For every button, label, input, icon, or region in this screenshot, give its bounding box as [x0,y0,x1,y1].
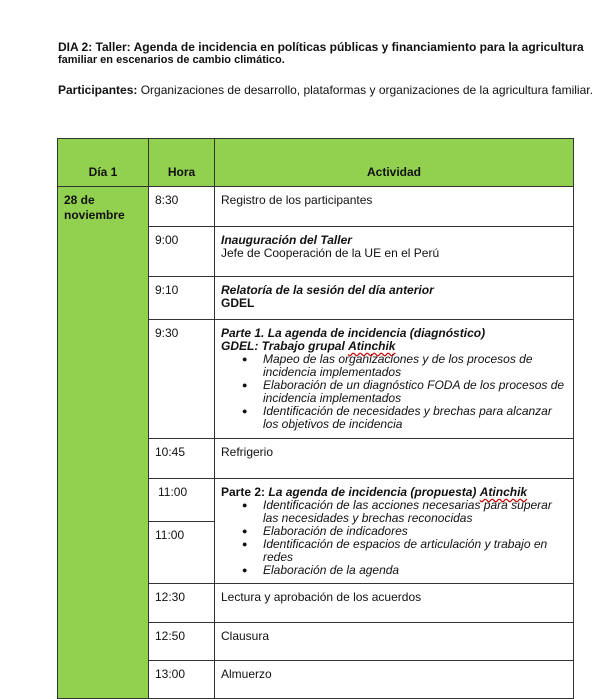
header-hora: Hora [149,139,215,187]
hora-cell: 9:00 [149,227,215,277]
activity-cell: Almuerzo [215,661,574,699]
title-org: Atinchik [479,485,528,499]
hora-cell: 13:00 [149,661,215,699]
list-item: ● Identificación de las acciones necesarias para superar las necesidades y brechas reconocidas [263,499,567,525]
bullet-list [221,499,567,577]
hora-cell: 9:30 [149,320,215,439]
list-item: ● Elaboración de la agenda [263,564,567,577]
day-cell: 28 de noviembre [58,187,149,699]
activity-title: Inauguración del Taller [221,233,352,247]
hora-cell: 12:30 [149,584,215,623]
list-item: ● Elaboración de indicadores [263,525,567,538]
activity-cell: Clausura [215,623,574,661]
activity-text: GDEL [221,296,255,310]
hora-cell: 11:00 [149,479,215,522]
list-item: ● Mapeo de las organizaciones y de los procesos de incidencia implementados [263,353,567,379]
list-item: ● Elaboración de un diagnóstico FODA de los procesos de incidencia implementados [263,379,567,405]
table-row [58,187,574,227]
hora-cell: 11:00 [149,522,215,584]
activity-text: Jefe de Cooperación de la UE en el Perú [221,246,440,260]
hora-cell: 10:45 [149,439,215,479]
title-prefix: Parte 2: [221,485,266,499]
activity-cell [215,320,574,439]
title-line-2: familiar en escenarios de cambio climático. [58,54,285,66]
activity-cell: Refrigerio [215,439,574,479]
activity-title: Relatoría de la sesión del día anterior [221,283,434,297]
agenda-table [57,138,574,699]
bullet-list [221,353,567,431]
subtitle-text: GDEL: Trabajo grupal [221,339,345,353]
activity-cell [215,277,574,320]
activity-cell [215,479,574,584]
participants-text: Organizaciones de desarrollo, plataformas y organizaciones de la agricultura familiar. [137,83,593,97]
title-italic: La agenda de incidencia (propuesta) [268,485,477,499]
participants-label: Participantes: [58,83,138,97]
activity-cell: Lectura y aprobación de los acuerdos [215,584,574,623]
header-row [58,139,574,187]
hora-cell: 9:10 [149,277,215,320]
hora-cell: 12:50 [149,623,215,661]
participants-line [58,83,598,97]
list-item: ● Identificación de espacios de articulación y trabajo en redes [263,538,567,564]
document-title [58,41,588,67]
header-actividad: Actividad [215,139,574,187]
list-item: ● Identificación de necesidades y brechas para alcanzar los objetivos de incidencia [263,405,567,431]
activity-cell: Registro de los participantes [215,187,574,227]
header-day: Día 1 [58,139,149,187]
activity-cell [215,227,574,277]
subtitle-org: Atinchik [348,339,396,353]
activity-title: Parte 1. La agenda de incidencia (diagnóstico) [221,326,486,340]
title-line-1: DIA 2: Taller: Agenda de incidencia en políticas públicas y financiamiento para la agricultura [58,40,584,54]
hora-cell: 8:30 [149,187,215,227]
